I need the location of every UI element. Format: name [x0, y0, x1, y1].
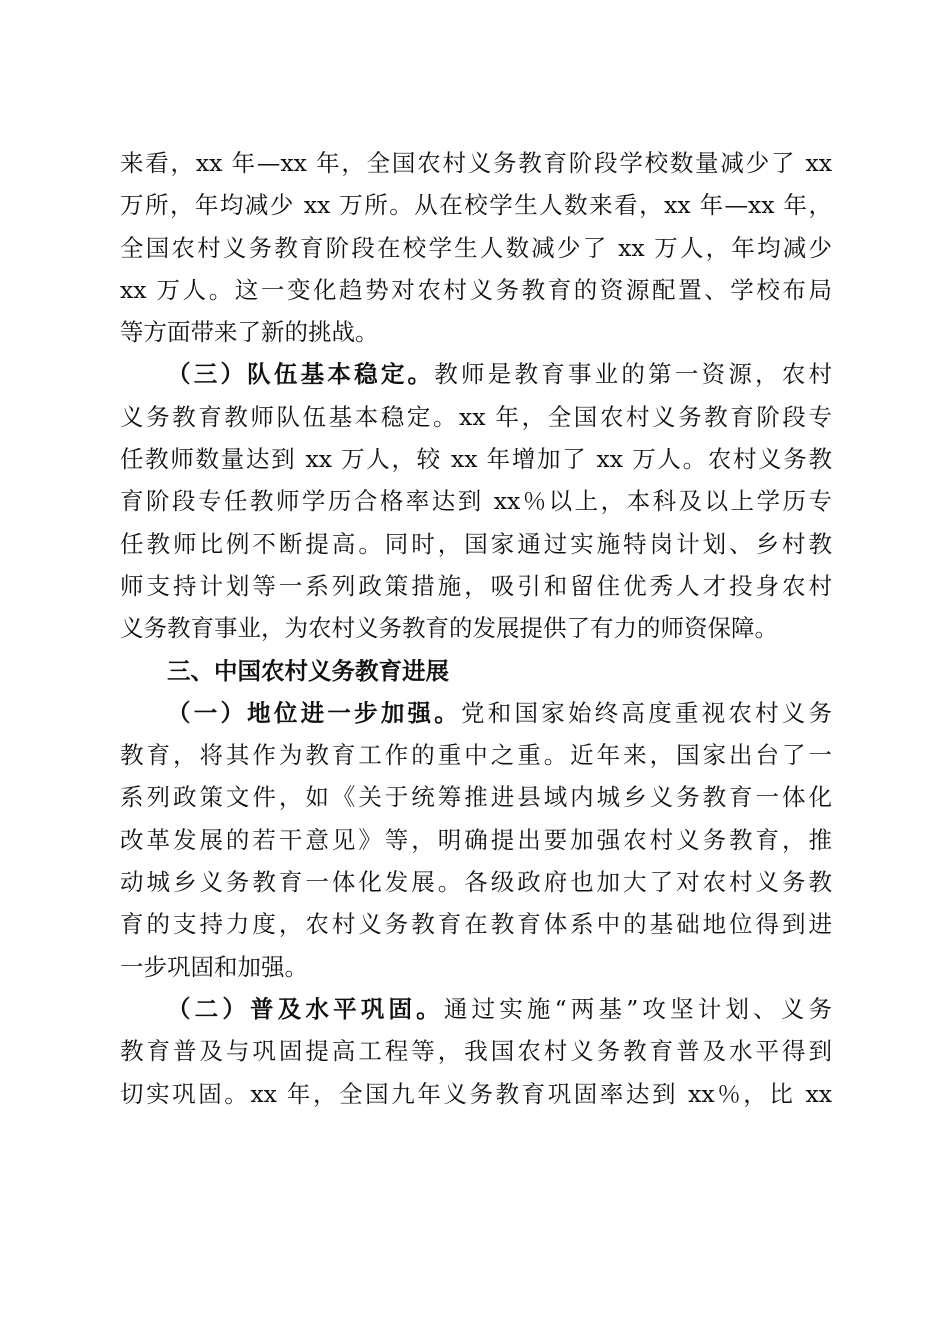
paragraph-line: 切实巩固。xx 年，全国九年义务教育巩固率达到 xx％，比 xx	[120, 1079, 832, 1108]
section-heading: 三、中国农村义务教育进展	[167, 656, 449, 685]
paragraph-heading: （一）地位进一步加强。	[167, 698, 462, 727]
paragraph-line: 育的支持力度，农村义务教育在教育体系中的基础地位得到进	[120, 910, 832, 939]
paragraph-line: 来看，xx 年—xx 年，全国农村义务教育阶段学校数量减少了 xx	[120, 149, 832, 177]
paragraph-heading: （二）普及水平巩固。	[167, 994, 444, 1023]
paragraph-text: 教师是教育事业的第一资源，农村	[434, 360, 832, 389]
paragraph-first-line	[120, 353, 832, 395]
paragraph-first-line	[120, 988, 832, 1030]
paragraph-line: 义务教育事业，为农村义务教育的发展提供了有力的师资保障。	[120, 614, 778, 643]
paragraph-heading: （三）队伍基本稳定。	[167, 360, 435, 389]
paragraph-text: 党和国家始终高度重视农村义务	[461, 698, 832, 727]
paragraph-line: xx 万人。这一变化趋势对农村义务教育的资源配置、学校布局	[120, 275, 832, 304]
paragraph-line: 任教师比例不断提高。同时，国家通过实施特岗计划、乡村教	[120, 529, 832, 558]
paragraph-line: 万所，年均减少 xx 万所。从在校学生人数来看，xx 年—xx 年，	[120, 191, 832, 220]
paragraph-line: 育阶段专任教师学历合格率达到 xx％以上，本科及以上学历专	[120, 487, 832, 516]
paragraph-line: 动城乡义务教育一体化发展。各级政府也加大了对农村义务教	[120, 868, 832, 897]
document-body	[120, 142, 832, 1115]
paragraph-line: 师支持计划等一系列政策措施，吸引和留住优秀人才投身农村	[120, 571, 832, 600]
paragraph-first-line	[120, 692, 832, 734]
paragraph-line: 义务教育教师队伍基本稳定。xx 年，全国农村义务教育阶段专	[120, 402, 832, 431]
paragraph-text: 通过实施“两基”攻坚计划、义务	[443, 994, 832, 1023]
paragraph-line: 任教师数量达到 xx 万人，较 xx 年增加了 xx 万人。农村义务教	[120, 445, 832, 474]
paragraph-line: 一步巩固和加强。	[120, 952, 308, 981]
paragraph-line: 教育，将其作为教育工作的重中之重。近年来，国家出台了一	[120, 741, 832, 770]
paragraph-line: 全国农村义务教育阶段在校学生人数减少了 xx 万人，年均减少	[120, 233, 832, 262]
paragraph-line: 改革发展的若干意见》等，明确提出要加强农村义务教育，推	[120, 825, 832, 854]
paragraph-line: 等方面带来了新的挑战。	[120, 318, 379, 347]
paragraph-line: 系列政策文件，如《关于统筹推进县域内城乡义务教育一体化	[120, 783, 832, 812]
paragraph-line: 教育普及与巩固提高工程等，我国农村义务教育普及水平得到	[120, 1037, 832, 1066]
